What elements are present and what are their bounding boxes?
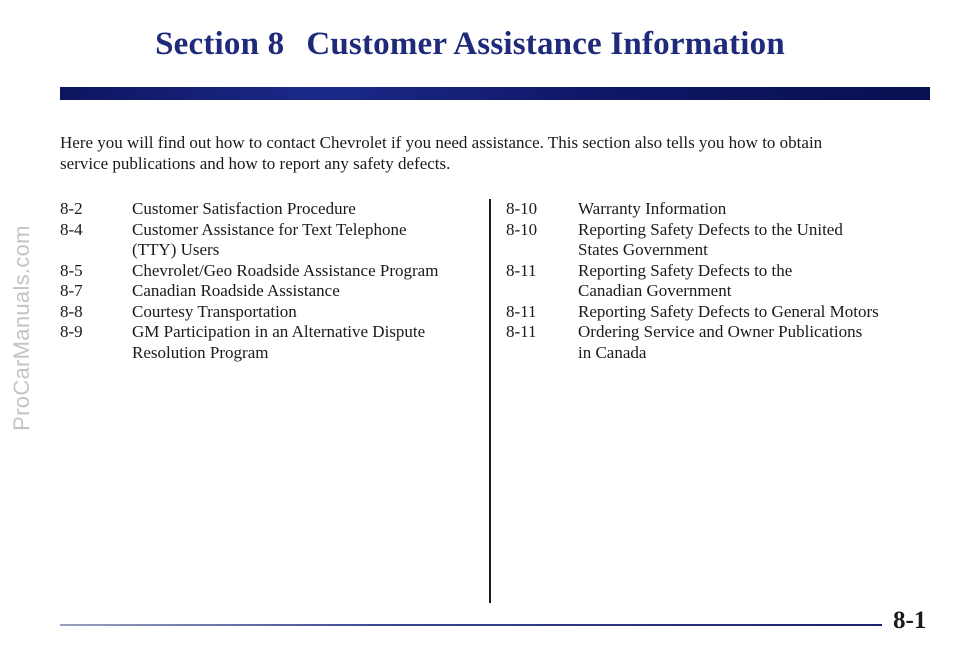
intro-paragraph [60, 132, 920, 174]
toc-entry[interactable] [506, 261, 926, 302]
toc-entry-title: GM Participation in an Alternative Dispute Resolution Program [132, 322, 426, 362]
toc-entry[interactable] [60, 322, 480, 363]
toc-entry-title: Canadian Roadside Assistance [132, 281, 340, 300]
toc-entry-title: Reporting Safety Defects to General Motors [578, 301, 879, 321]
title-band [60, 87, 930, 100]
column-divider [489, 199, 491, 603]
toc-page-number: 8-10 [506, 199, 538, 218]
toc-page-number: 8-7 [60, 281, 83, 300]
toc-entry-title: Courtesy Transportation [132, 301, 297, 321]
toc-right-column [506, 199, 926, 363]
toc-page-number: 8-11 [506, 260, 537, 280]
page-number: 8-1 [893, 607, 927, 634]
toc-page-number: 8-10 [506, 219, 538, 239]
toc-entry[interactable] [506, 322, 926, 363]
toc-entry-title: Customer Assistance for Text Telephone (TTY) Users [132, 219, 407, 259]
footer-rule [60, 624, 882, 626]
toc-left-column [60, 199, 480, 363]
page-title [0, 26, 940, 63]
toc-page-number: 8-11 [506, 322, 537, 341]
toc-entry[interactable] [506, 199, 926, 220]
toc-entry-title: Customer Satisfaction Procedure [132, 199, 356, 218]
watermark-text: ProCarManuals.com [9, 224, 34, 431]
toc-entry-title: Chevrolet/Geo Roadside Assistance Program [132, 260, 439, 280]
toc-entry-title: Ordering Service and Owner Publications in Canada [578, 322, 863, 362]
toc-entry[interactable] [60, 302, 480, 323]
toc-page-number: 8-2 [60, 199, 83, 218]
toc-entry[interactable] [60, 199, 480, 220]
toc-entry-title: Warranty Information [578, 199, 727, 218]
toc-entry[interactable] [60, 281, 480, 302]
toc-page-number: 8-8 [60, 301, 83, 321]
toc-entry-title: Reporting Safety Defects to the Canadian Government [578, 260, 793, 300]
section-label: Section 8 [155, 26, 285, 62]
toc-entry[interactable] [506, 220, 926, 261]
toc-page-number: 8-9 [60, 322, 83, 341]
toc-page-number: 8-11 [506, 301, 537, 321]
watermark [2, 0, 42, 655]
toc-entry[interactable] [60, 261, 480, 282]
toc-entry-title: Reporting Safety Defects to the United States Government [578, 219, 843, 259]
toc-page-number: 8-4 [60, 219, 83, 239]
toc-entry[interactable] [60, 220, 480, 261]
intro-line: Here you will find out how to contact Chevrolet if you need assistance. This section also tells you how to obtain [60, 133, 823, 152]
toc-page-number: 8-5 [60, 260, 83, 280]
toc-entry[interactable] [506, 302, 926, 323]
section-title: Customer Assistance Information [306, 26, 785, 62]
intro-line: service publications and how to report any safety defects. [60, 154, 451, 173]
